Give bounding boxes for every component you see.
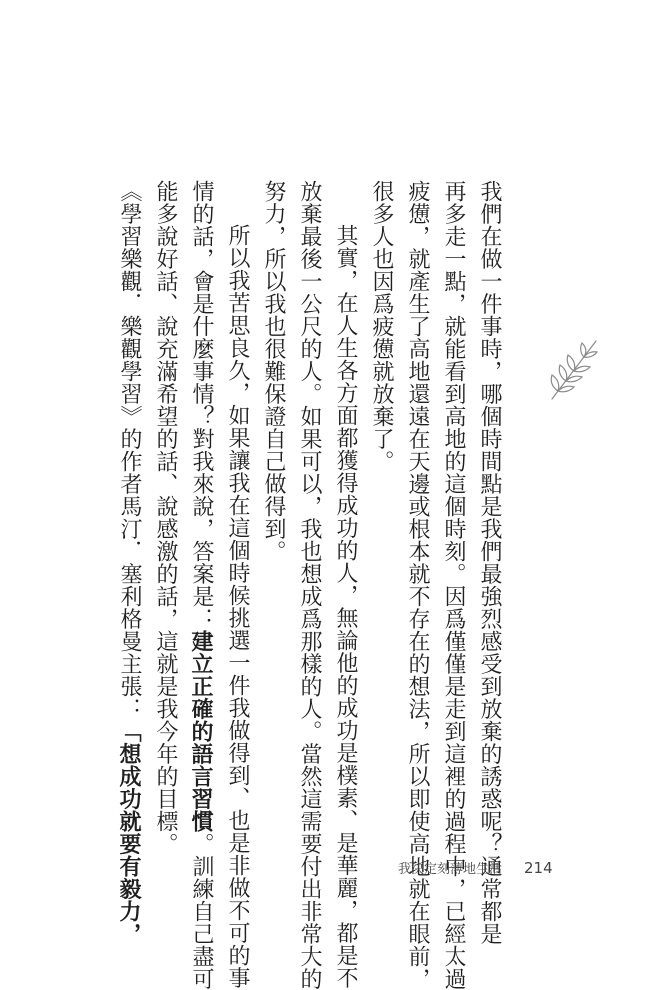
text-column-5: 其實，在人生各方面都獲得成功的人，無論他的成功是樸素、是華麗，都是不	[327, 180, 363, 816]
running-title: 我決定刻薄地生活	[398, 858, 502, 877]
bold-quote: 「想成功就要有毅力，	[116, 720, 142, 945]
text-column-1: 我們在做一件事時，哪個時間點是我們最強烈感受到放棄的誘惑呢？通常都是	[471, 180, 507, 816]
text-column-10: 能多說好話、說充滿希望的話、說感激的話，這就是我今年的目標。	[147, 180, 183, 816]
text-column-9-start: 情的話，會是什麼事情？對我來說，答案是：	[189, 180, 214, 630]
main-text	[111, 180, 507, 816]
text-column-8: 所以我苦思良久，如果讓我在這個時候挑選一件我做得到、也是非做不可的事	[219, 180, 255, 816]
text-column-9-end: 。訓練自己盡可	[189, 833, 214, 990]
leaf-branch-icon	[544, 335, 604, 405]
text-column-7: 努力，所以我也很難保證自己做得到。	[255, 180, 291, 816]
text-column-9	[183, 180, 219, 816]
page-number: 214	[524, 859, 553, 877]
text-column-11-start: 《學習樂觀．樂觀學習》的作者馬汀．塞利格曼主張：	[117, 180, 142, 720]
text-column-3: 疲憊，就產生了高地還遠在天邊或根本就不存在的想法，所以即使高地就在眼前，	[399, 180, 435, 816]
text-column-6: 放棄最後一公尺的人。如果可以，我也想成爲那樣的人。當然這需要付出非常大的	[291, 180, 327, 816]
text-column-4: 很多人也因爲疲憊就放棄了。	[363, 180, 399, 816]
page-footer	[398, 858, 553, 877]
bold-answer: 建立正確的語言習慣	[188, 630, 214, 833]
text-column-2: 再多走一點，就能看到高地的這個時刻。因爲僅僅是走到這裡的過程中，已經太過	[435, 180, 471, 816]
text-column-11	[111, 180, 147, 816]
